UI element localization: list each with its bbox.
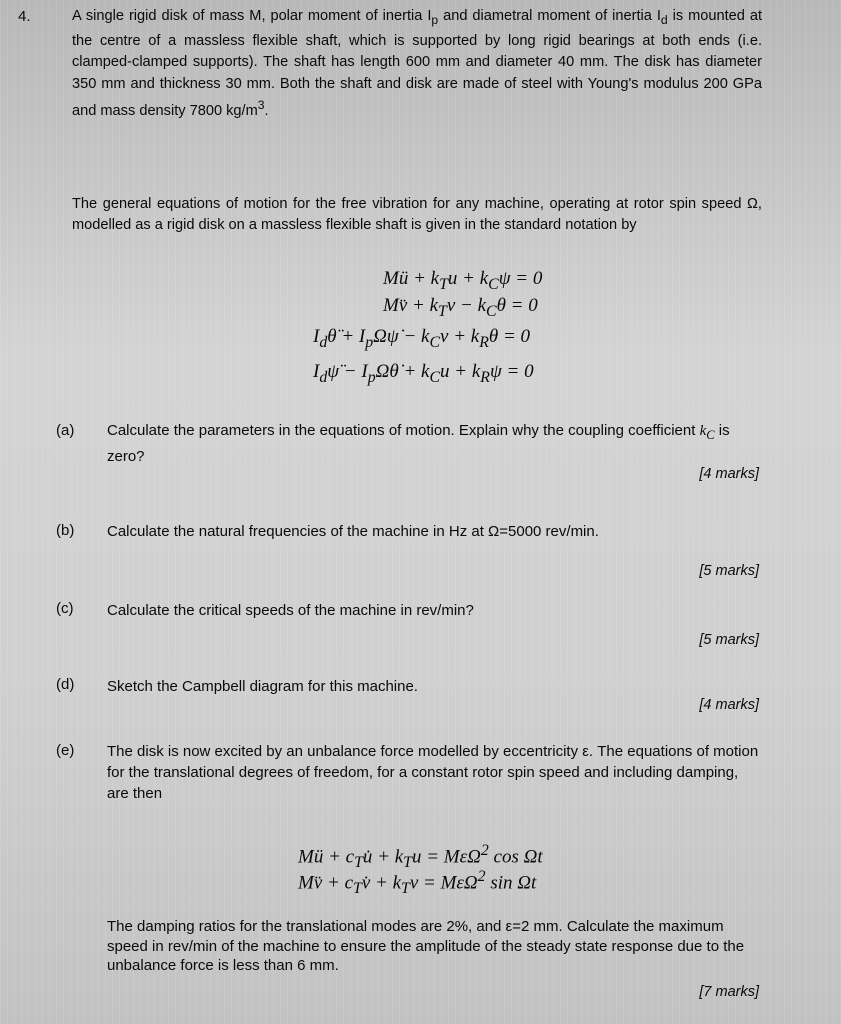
- damped-equation-1: Mü + $c_Tu̇ + k_Tu = M\varepsilon\Omega^2$ cos Ωt: [298, 842, 543, 872]
- equation-2: Mv̈ + $k_Tv - k_C\theta = 0$: [383, 295, 538, 320]
- damped-equation-2: Mv̈ + $c_Tv̇ + k_Tv = M\varepsilon\Omega^2$ sin Ωt: [298, 868, 537, 898]
- part-a-text: Calculate the parameters in the equations of motion. Explain why the coupling coefficient $k_C$ is zero?: [107, 422, 730, 465]
- part-c-text: Calculate the critical speeds of the machine in rev/min?: [107, 602, 474, 619]
- final-paragraph: The damping ratios for the translational modes are 2%, and ε=2 mm. Calculate the maximum speed in rev/min of the machine to ensure the amplitude of the steady state response due to the unbalance force is less than 6 mm.: [107, 918, 745, 974]
- part-b-text: Calculate the natural frequencies of the machine in Hz at Ω=5000 rev/min.: [107, 523, 599, 540]
- part-d-text: Sketch the Campbell diagram for this machine.: [107, 678, 418, 695]
- part-a-label: (a): [56, 422, 75, 439]
- part-d-label: (d): [56, 676, 75, 693]
- part-d-marks: [4 marks]: [699, 697, 759, 713]
- equation-3: $I_d\thetä$ + $I_p\Omega\psi̇ - k_Cv + k_R\theta = 0$: [313, 326, 531, 351]
- part-b-marks: [5 marks]: [699, 563, 759, 579]
- equation-1: Mü + $k_Tu + k_C\psi = 0$: [383, 268, 543, 293]
- part-e-label: (e): [56, 742, 75, 759]
- equation-4: $I_d\psï$ − $I_p\Omega\thetȧ + k_Cu + k_R\psi = 0$: [313, 361, 534, 386]
- part-c-label: (c): [56, 600, 74, 617]
- part-b-label: (b): [56, 522, 75, 539]
- question-number: 4.: [18, 8, 31, 25]
- part-e-text: The disk is now excited by an unbalance force modelled by eccentricity ε. The equations of motion for the translational degrees of freedom, for a constant rotor spin speed and including damping, are then: [107, 743, 759, 802]
- part-e-marks: [7 marks]: [699, 984, 759, 1000]
- intro-paragraph: A single rigid disk of mass M, polar moment of inertia $I_p$ and diametral moment of inertia $I_d$ is mounted at the centre of a massless flexible shaft, which is supported by long rigid bearings at both ends (i.e. clamped-clamped supports). The shaft has length 600 mm and diameter 40 mm. The disk has diameter 350 mm and thickness 30 mm. Both the shaft and disk are made of steel with Young's modulus 200 GPa and mass density 7800 $kg/m^3$.: [72, 8, 762, 119]
- part-c-marks: [5 marks]: [699, 632, 759, 648]
- part-a-marks: [4 marks]: [699, 466, 759, 482]
- general-equations-paragraph: The general equations of motion for the free vibration for any machine, operating at rotor spin speed Ω, modelled as a rigid disk on a massless flexible shaft is given in the standard notation by: [72, 196, 762, 234]
